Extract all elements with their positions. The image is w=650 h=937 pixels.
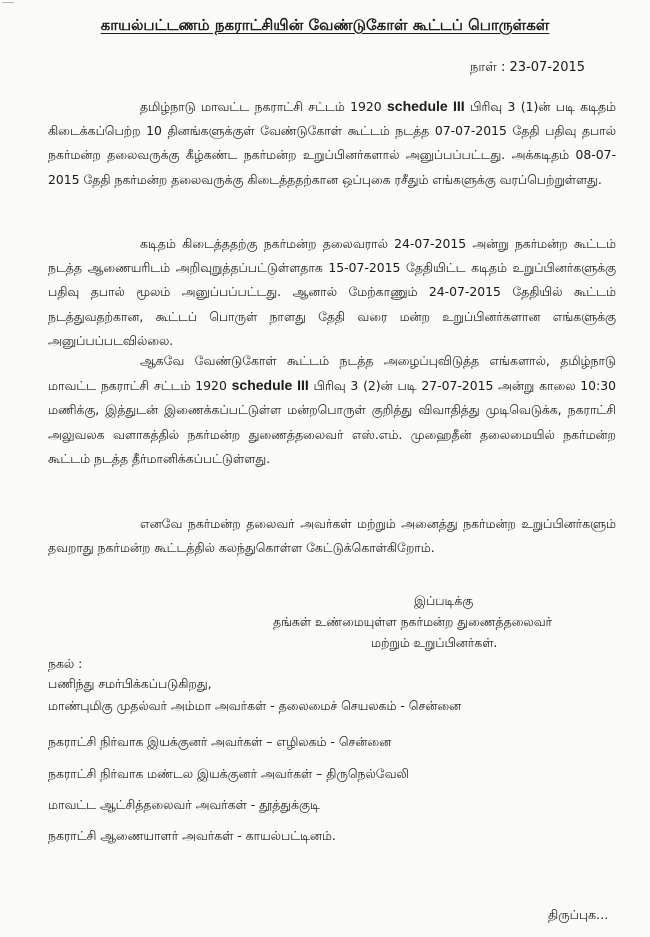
copy-recipient: நகராட்சி நிர்வாக மண்டல இயக்குனர் அவர்கள் – திருநெல்வேலி [48, 766, 410, 781]
scan-edge-mark [2, 2, 14, 6]
paragraph-2-text: கடிதம் கிடைத்ததற்கு நகர்மன்ற தலைவரால் 24-07-2015 அன்று நகர்மன்ற கூட்டம் நடத்த ஆணையரிடம் அறிவுறுத்தப்பட்டுள்ளதாக 15-07-2015 தேதியிட்ட கடிதம் உறுப்பினர்களுக்கு பதிவு தபால் மூலம் அனுப்பப்பட்டது. ஆனால் மேற்காணும் 24-07-2015 தேதியில் கூட்டம் நடத்துவதற்கான, கூட்டப் பொருள் நாளது தேதி வரை மன்ற உறுப்பினர்களான எங்களுக்கு அனுப்பப்படவில்லை. [48, 236, 616, 348]
paragraph-3-text-a: ஆகவே வேண்டுகோள் கூட்டம் நடத்த அழைப்புவிடுத்த எங்களால், தமிழ்நாடு மாவட்ட நகராட்சி சட்டம் 1920 [48, 353, 616, 394]
date-value: 23-07-2015 [509, 60, 586, 75]
copy-recipient: நகராட்சி நிர்வாக இயக்குனர் அவர்கள் – எழிலகம் - சென்னை [48, 734, 392, 749]
paragraph-3-text-b: பிரிவு 3 (2)ன் படி 27-07-2015 அன்று காலை 10:30 மணிக்கு, இத்துடன் இணைக்கப்பட்டுள்ள மன்றபொருள் குறித்து விவாதித்து முடிவெடுக்க, நகராட்சி அலுவலக வளாகத்தில் நகர்மன்ற துணைத்தலைவர் எஸ்.எம். முஹைதீன் தலைமையில் நகர்மன்ற கூட்டம் நடத்த தீர்மானிக்கப்பட்டுள்ளது. [48, 378, 616, 466]
paragraph-2 [48, 232, 616, 353]
paragraph-4 [48, 512, 616, 560]
copy-recipient: நகராட்சி ஆணையாளர் அவர்கள் - காயல்பட்டினம். [48, 828, 336, 843]
paragraph-3 [48, 349, 616, 471]
paragraph-1-text-b: பிரிவு 3 (1)ன் படி கடிதம் கிடைக்கப்பெற்ற 10 தினங்களுக்குள் வேண்டுகோள் கூட்டம் நடத்த 07-07-2015 தேதி பதிவு தபால் நகர்மன்ற தலைவருக்கு கீழ்கண்ட நகர்மன்ற உறுப்பினர்களால் அனுப்பப்பட்டது. அக்கடிதம் 08-07-2015 தேதி நகர்மன்ற தலைவருக்கு கிடைத்ததற்கான ஒப்புகை ரசீதும் எங்களுக்கு வரப்பெற்றுள்ளது. [48, 99, 616, 187]
document-title: காயல்பட்டணம் நகராட்சியின் வேண்டுகோள் கூட்டப் பொருள்கள் [100, 16, 550, 34]
paragraph-1-text-a: தமிழ்நாடு மாவட்ட நகராட்சி சட்டம் 1920 [140, 99, 388, 114]
date-label: நாள் : [470, 60, 506, 75]
paragraph-1-schedule: schedule III [387, 98, 465, 114]
paragraph-1 [48, 94, 616, 192]
paragraph-3-schedule: schedule III [231, 377, 309, 394]
closing-members: மற்றும் உறுப்பினர்கள். [371, 635, 498, 650]
copy-to-section [48, 654, 212, 694]
copy-intro: பணிந்து சமர்பிக்கப்படுகிறது, [48, 676, 212, 691]
copy-label: நகல் : [48, 656, 83, 671]
closing-signatory: தங்கள் உண்மையுள்ள நகர்மன்ற துணைத்தலைவர் [273, 614, 553, 629]
document-date [470, 60, 585, 76]
closing-salutation: இப்படிக்கு [414, 593, 474, 608]
copy-recipient: மாண்புமிகு முதல்வர் அம்மா அவர்கள் - தலைமைச் செயலகம் - சென்னை [48, 698, 462, 713]
page-turn-note: திருப்புக… [548, 907, 609, 922]
copy-recipient: மாவட்ட ஆட்சித்தலைவர் அவர்கள் - தூத்துக்குடி [48, 797, 320, 812]
paragraph-4-text: எனவே நகர்மன்ற தலைவர் அவர்கள் மற்றும் அனைத்து நகர்மன்ற உறுப்பினர்களும் தவறாது நகர்மன்ற கூட்டத்தில் கலந்துகொள்ள கேட்டுக்கொள்கிறோம். [48, 516, 616, 556]
